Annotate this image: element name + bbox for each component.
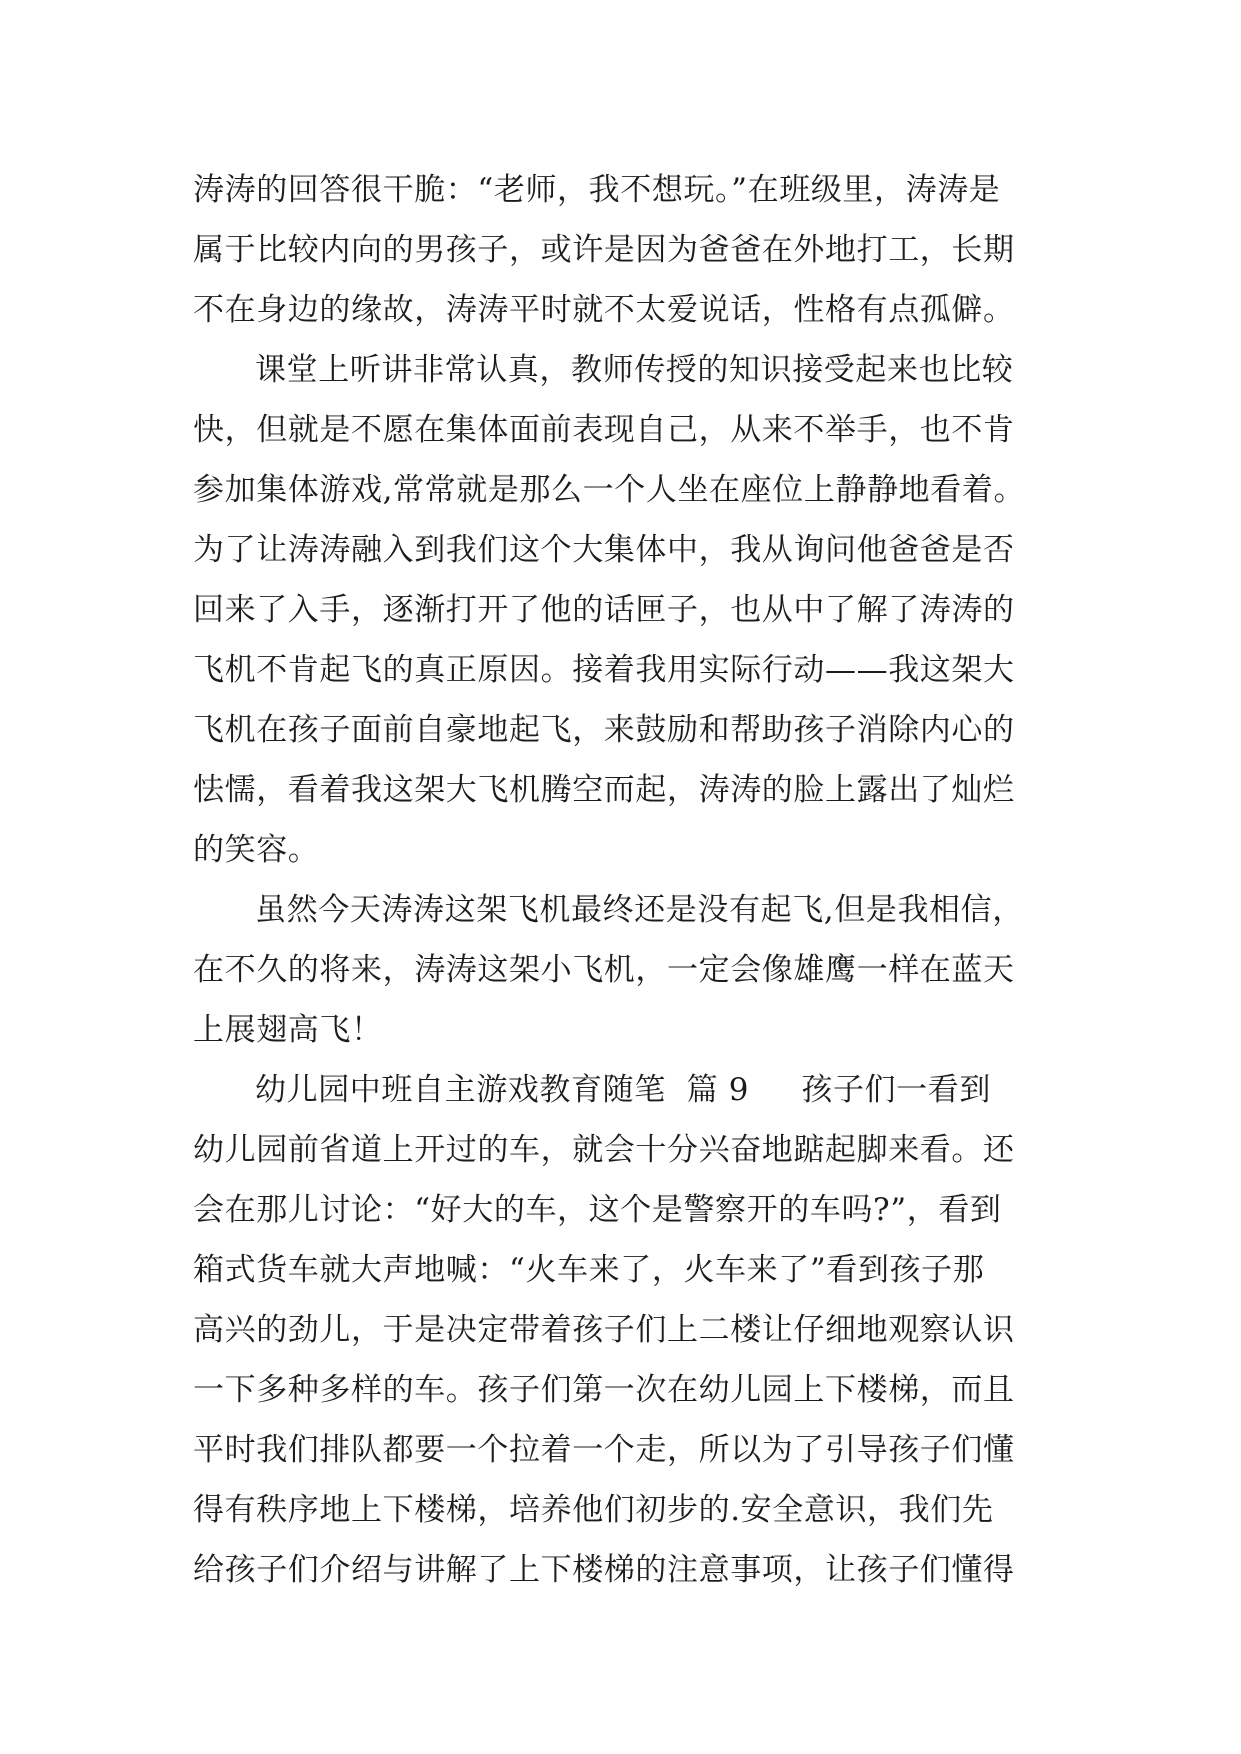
text-line: 属于比较内向的男孩子，或许是因为爸爸在外地打工，长期	[193, 232, 1015, 268]
text-line: 飞机在孩子面前自豪地起飞，来鼓励和帮助孩子消除内心的	[193, 712, 1015, 748]
text-line: 回来了入手，逐渐打开了他的话匣子，也从中了解了涛涛的	[193, 592, 1015, 628]
text-line: 怯懦，看着我这架大飞机腾空而起，涛涛的脸上露出了灿烂	[193, 772, 1015, 808]
text-line: 一下多种多样的车。孩子们第一次在幼儿园上下楼梯，而且	[193, 1372, 1015, 1408]
text-line: 为了让涛涛融入到我们这个大集体中，我从询问他爸爸是否	[193, 532, 1015, 568]
text-line: 得有秩序地上下楼梯，培养他们初步的.安全意识，我们先	[193, 1492, 994, 1528]
text-line: 不在身边的缘故，涛涛平时就不太爱说话，性格有点孤僻。	[193, 292, 1015, 328]
text-line: 参加集体游戏,常常就是那么一个人坐在座位上静静地看着。	[193, 472, 1026, 508]
text-line: 箱式货车就大声地喊：“火车来了，火车来了”看到孩子那	[193, 1252, 985, 1288]
text-line: 给孩子们介绍与讲解了上下楼梯的注意事项，让孩子们懂得	[193, 1552, 1015, 1588]
paragraph-start-line: 虽然今天涛涛这架飞机最终还是没有起飞,但是我相信，	[255, 892, 1024, 928]
text-line: 上展翅高飞！	[193, 1012, 383, 1048]
text-line: 的笑容。	[193, 832, 320, 868]
text-line: 在不久的将来，涛涛这架小飞机，一定会像雄鹰一样在蓝天	[193, 952, 1015, 988]
text-line: 飞机不肯起飞的真正原因。接着我用实际行动——我这架大	[193, 652, 1015, 688]
text-line: 平时我们排队都要一个拉着一个走，所以为了引导孩子们懂	[193, 1432, 1015, 1468]
text-line: 会在那儿讨论：“好大的车，这个是警察开的车吗?”，看到	[193, 1192, 1002, 1228]
body-text	[193, 160, 1073, 1600]
section-heading-line: 幼儿园中班自主游戏教育随笔 篇 9 孩子们一看到	[255, 1072, 991, 1108]
text-line: 高兴的劲儿，于是决定带着孩子们上二楼让仔细地观察认识	[193, 1312, 1015, 1348]
text-line: 涛涛的回答很干脆：“老师，我不想玩。”在班级里，涛涛是	[193, 172, 1001, 208]
paragraph-start-line: 课堂上听讲非常认真，教师传授的知识接受起来也比较	[255, 352, 1014, 388]
text-line: 快，但就是不愿在集体面前表现自己，从来不举手，也不肯	[193, 412, 1015, 448]
text-line: 幼儿园前省道上开过的车，就会十分兴奋地踮起脚来看。还	[193, 1132, 1015, 1168]
